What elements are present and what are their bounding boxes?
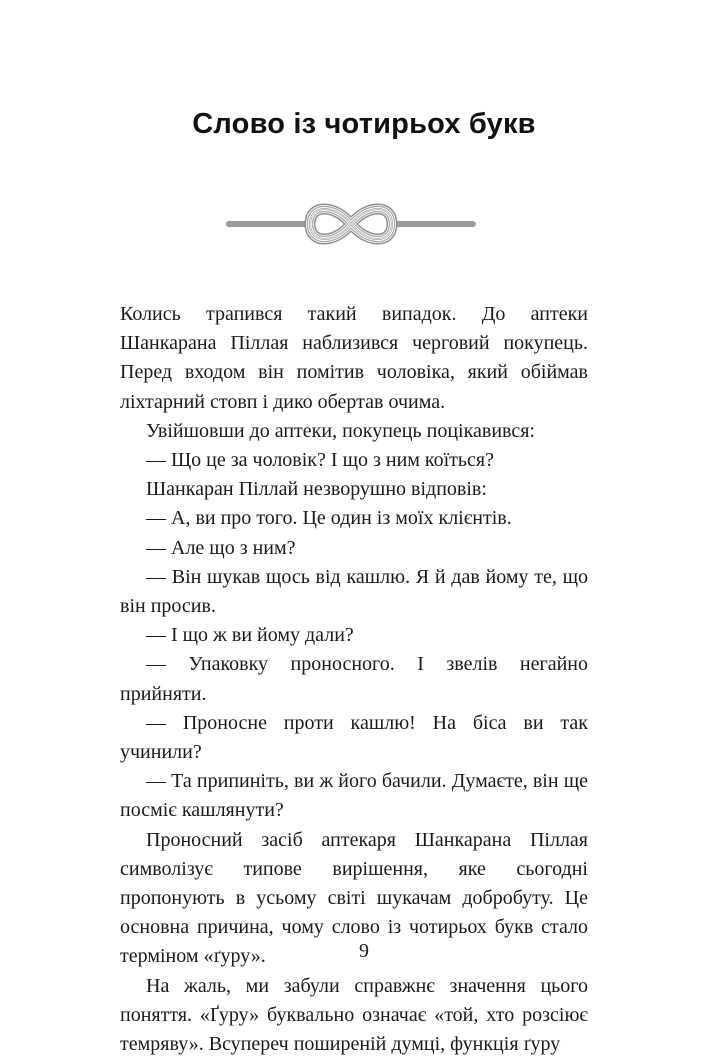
dialogue-line: — Упаковку проносного. І звелів негайно прийняти.	[120, 653, 588, 705]
paragraph: Колись трапився такий випадок. До аптеки Шанкарана Піллая наблизився черговий покупець. Перед входом він помітив чоловіка, який обіймав ліхтарний стовп і дико обертав очима.	[120, 303, 588, 413]
dialogue-line: — Але що з ним?	[146, 536, 296, 559]
page-number: 9	[359, 940, 369, 962]
infinity-ornament-icon	[226, 193, 476, 255]
dialogue-line: — Що це за чоловік? І що з ним коїться?	[146, 449, 494, 472]
dialogue-line: — А, ви про того. Це один із моїх клієнтів.	[146, 507, 512, 530]
paragraph: Проносний засіб аптекаря Шанкарана Піллая символізує типове вирішення, яке сьогодні пропонують в усьому світі шукачам добробуту. Це основна причина, чому слово із чотирьох букв стало терміном «ґуру».	[120, 828, 588, 968]
dialogue-line: — Проносне проти кашлю! На біса ви так учинили?	[120, 711, 588, 764]
paragraph: Шанкаран Піллай незворушно відповів:	[146, 478, 487, 501]
dialogue-line: — Та припиніть, ви ж його бачили. Думаєте, він ще посміє кашлянути?	[120, 770, 588, 822]
paragraph: Увійшовши до аптеки, покупець поцікавився:	[146, 419, 535, 442]
paragraph: На жаль, ми забули справжнє значення цього поняття. «Ґуру» буквально означає «той, хто розсіює темряву». Всупереч поширеній думці, функція ґуру	[120, 974, 588, 1056]
dialogue-line: — Він шукав щось від кашлю. Я й дав йому те, що він просив.	[120, 565, 588, 618]
dialogue-line: — І що ж ви йому дали?	[146, 624, 354, 647]
chapter-title: Слово із чотирьох букв	[192, 108, 536, 140]
